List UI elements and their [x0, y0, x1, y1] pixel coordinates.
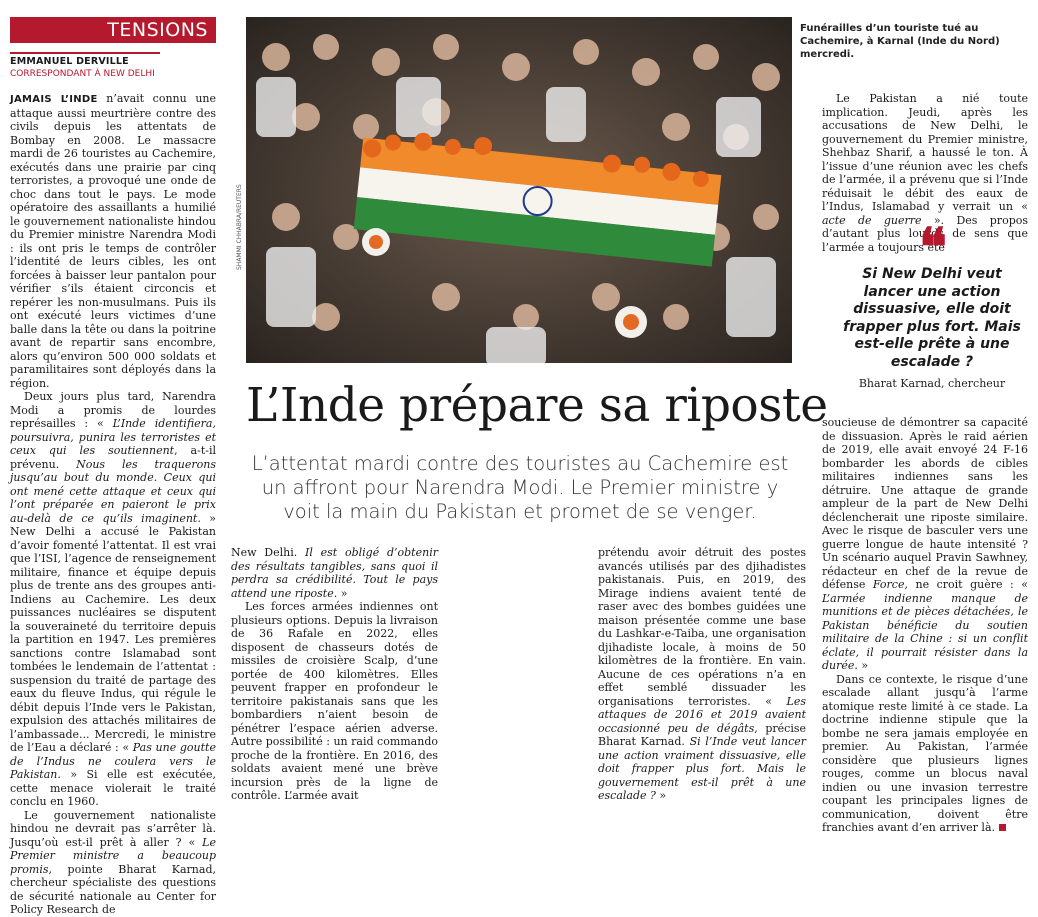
- quote: Le Premier ministre a beaucoup promis: [10, 835, 216, 876]
- text: Deux jours plus tard, Narendra Modi a promis de lourdes représailles : «: [10, 390, 216, 430]
- pull-quote-author: Bharat Karnad, chercheur: [858, 377, 1006, 390]
- photo-caption: Funérailles d’un touriste tué au Cachemire, à Karnal (Inde du Nord) mercredi.: [800, 23, 1000, 60]
- paragraph: [231, 546, 438, 600]
- quote: Pas une goutte de l’Indus ne coulera vers le Pakistan.: [10, 741, 216, 781]
- paragraph: [10, 390, 216, 809]
- text: , a-t-il prévenu.: [10, 444, 216, 471]
- quote: Nous les traquerons jusqu’au bout du monde. Ceux qui ont mené cette attaque et ceux qui l’ont préparée en paieront le prix au-delà de ce qu’ils imaginent.: [10, 457, 216, 525]
- text: prétendu avoir détruit des postes avancés utilisés par des djihadistes pakistanais. Puis, en 2019, des Mirage indiens avaient tenté de raser avec des bombes guidées une maison présentée comme une base du Lashkar-e-Taiba, une organisation djihadiste locale, à moins de 50 kilomètres de la frontière. En vain. Aucune de ces opérations n’a en effet semblé dissuader les organisations terroristes. «: [598, 546, 806, 708]
- byline: [10, 52, 160, 80]
- paragraph: [598, 546, 806, 803]
- text: soucieuse de démontrer sa capacité de dissuasion. Après le raid aérien de 2019, elle avait envoyé 24 F-16 bombarder les abords de cibles militaires indiennes sans les détruire. Une attaque de grande ampleur de la part de New Delhi déclencherait une riposte similaire. Avec le risque de basculer vers une guerre longue de haute intensité ? Un scénario auquel Pravin Sawhney, rédacteur en chef de la revue de défense: [822, 416, 1028, 591]
- article-column-4-bottom: [822, 416, 1028, 835]
- publication-name: Force: [872, 578, 905, 591]
- article-column-3: [598, 546, 806, 803]
- author-name: EMMANUEL DERVILLE: [10, 56, 129, 67]
- text: »: [337, 586, 348, 600]
- author-role: CORRESPONDANT À NEW DELHI: [10, 69, 155, 79]
- text: Le Pakistan a nié toute implication. Jeudi, après les accusations de New Delhi, le gouvernement du Premier ministre, Shehbaz Sharif, a haussé le ton. À l’issue d’une réunion avec les chefs de l’armée, il a prévenu que si l’Inde réduisait le débit des eaux de l’Indus, Islamabad y verrait un «: [822, 92, 1028, 213]
- paragraph: [10, 92, 216, 390]
- photo-illustration: [246, 17, 792, 363]
- text: , précise Bharat Karnad.: [598, 721, 806, 748]
- quote: Les attaques de 2016 et 2019 avaient occasionné peu de dégâts: [598, 694, 806, 735]
- quote: Si l’Inde veut lancer une action vraiment dissuasive, elle doit frapper plus fort. Mais le gouvernement est-il prêt à une escalade ?: [598, 735, 807, 802]
- text: New Delhi.: [231, 546, 306, 559]
- text: ». Des propos d’autant plus lourds de sens que l’armée a toujours été: [822, 213, 1028, 254]
- deck: L’attentat mardi contre des touristes au Cachemire est un affront pour Narendra Modi. Le Premier ministre y voit la main du Pakistan et promet de se venger.: [251, 452, 789, 523]
- article-column-2: [231, 546, 438, 803]
- quote: Il est obligé d’obtenir des résultats tangibles, sans quoi il perdra sa crédibilité. Tout le pays attend une riposte.: [231, 546, 438, 600]
- text: Dans ce contexte, le risque d’une escalade allant jusqu’à l’arme atomique reste limité à ce stade. La doctrine indienne stipule que la bombe ne sera jamais employée en premier. Au Pakistan, l’armée considère que plusieurs lignes rouges, comme un blocus naval indien ou une invasion terrestre coupant les principales lignes de communication, doivent être franchies avant d’en arriver là.: [822, 672, 1028, 834]
- text: »: [655, 789, 667, 802]
- text: » New Delhi a accusé le Pakistan d’avoir fomenté l’attentat. Il est vrai que l’ISI, l’agence de renseignement militaire, finance et équipe depuis plus de trente ans des groupes anti-Indiens au Cachemire. Les deux puissances nucléaires se disputent la souveraineté du territoire depuis la partition en 1947. Les premières sanctions contre Islamabad sont tombées le lendemain de l’attentat : suspension du traité de partage des eaux du fleuve Indus, qui régule le débit depuis l’Inde vers le Pakistan, expulsion des attachés militaires de l’ambassade... Mercredi, le ministre de l’Eau a déclaré : «: [10, 511, 216, 754]
- paragraph: [10, 809, 216, 917]
- pull-quote: Si New Delhi veut lancer une action dissuasive, elle doit frapper plus fort. Mais est-elle prête à une escalade ?: [843, 266, 1021, 370]
- text: , pointe Bharat Karnad, chercheur spécialiste des questions de sécurité nationale au Center for Policy Research de: [10, 862, 216, 916]
- article-column-1: [10, 92, 216, 917]
- end-mark-icon: [999, 824, 1006, 831]
- text: n’avait connu une attaque aussi meurtrière contre des civils depuis les attentats de Bombay en 2008. Le massacre mardi de 26 touristes au Cachemire, exécutés dans une prairie par cinq terroristes, a provoqué une onde de choc dans tout le pays. Le mode opératoire des assaillants a humilié le gouvernement nationaliste hindou du Premier ministre Narendra Modi : ils ont pris le temps de contrôler l’identité de leurs cibles, les ont forcées à baisser leur pantalon pour vérifier s’ils étaient circoncis et repérer les non-musulmans. Puis ils ont exécuté leurs victimes d’une balle dans la tête ou dans la poitrine avant de repartir sans encombre, alors qu’environ 500 000 soldats et paramilitaires sont déployés dans la région.: [10, 92, 216, 390]
- text: Le gouvernement nationaliste hindou ne devrait pas s’arrêter là. Jusqu’où est-il prêt à aller ? «: [10, 808, 216, 849]
- quote: L’armée indienne manque de munitions et de pièces détachées, le Pakistan bénéficie du soutien militaire de la Chine : si un conflit éclate, il pourrait résister dans la durée.: [822, 591, 1028, 672]
- paragraph: [822, 673, 1028, 835]
- text: »: [857, 659, 869, 672]
- funeral-photo: [246, 17, 792, 363]
- paragraph: Les forces armées indiennes ont plusieurs options. Depuis la livraison de 36 Rafale en 2022, elles disposent de chasseurs dotés de missiles de croisière Scalp, d’une portée de 400 kilomètres. Elles peuvent frapper en profondeur le territoire pakistanais sans que les bombardiers n’aient besoin de pénétrer l’espace aérien adverse. Autre possibilité : un raid commando proche de la frontière. En 2016, des soldats avaient mené une brève incursion près de la ligne de contrôle. L’armée avait: [231, 600, 438, 802]
- text: » Si elle est exécutée, cette menace violerait le traité conclu en 1960.: [10, 768, 216, 808]
- quote-mark-icon: ❝: [919, 217, 947, 278]
- quote: L’Inde identifiera, poursuivra, punira les terroristes et ceux qui les soutiennent: [10, 417, 216, 457]
- section-rubric: TENSIONS: [10, 17, 216, 43]
- lead-in: JAMAIS L’INDE: [10, 94, 98, 105]
- text: , ne croit guère : «: [904, 578, 1028, 591]
- headline: L’Inde prépare sa riposte: [246, 378, 828, 433]
- paragraph: [822, 416, 1028, 673]
- photo-credit: SHAMMI CHHABRA/REUTERS: [236, 184, 243, 270]
- quote: acte de guerre: [822, 213, 922, 227]
